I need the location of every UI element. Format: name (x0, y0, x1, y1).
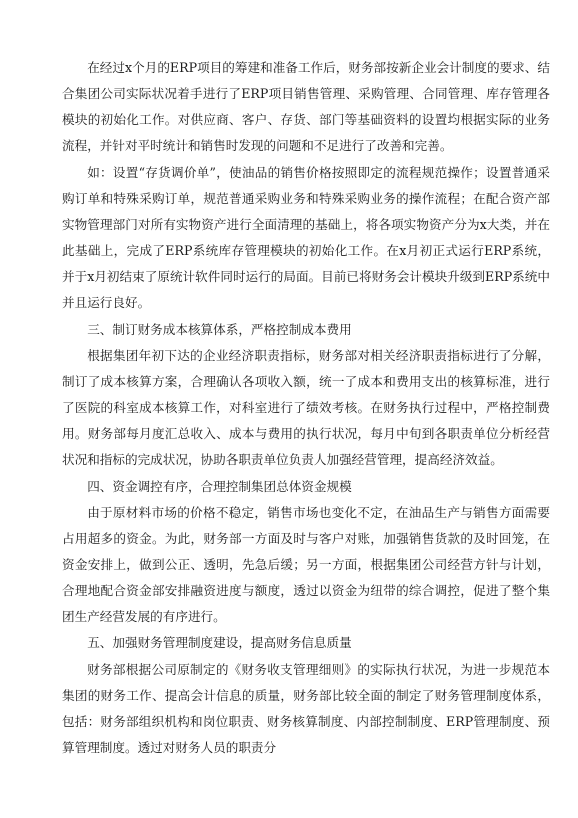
para-cost-accounting: 根据集团年初下达的企业经济职责指标，财务部对相关经济职责指标进行了分解，制订了成本核算方案，合理确认各项收入额，统一了成本和费用支出的核算标准，进行了医院的科室成本核算工作，对科室进行了绩效考核。在财务执行过程中，严格控制费用。财务部每月度汇总收入、成本与费用的执行状况，每月中旬到各职责单位分析经营状况和指标的完成状况，协助各职责单位负责人加强经营管理，提高经济效益。 (62, 347, 550, 468)
heading-management-system: 五、加强财务管理制度建设，提高财务信息质量 (87, 635, 352, 651)
document-body (62, 55, 550, 761)
para-erp-implementation: 在经过x个月的ERP项目的筹建和准备工作后，财务部按新企业会计制度的要求、结合集团公司实际状况着手进行了ERP项目销售管理、采购管理、合同管理、库存管理各模块的初始化工作。对供应商、客户、存货、部门等基础资料的设置均根据实际的业务流程，并针对平时统计和销售时发现的问题和不足进行了改善和完善。 (62, 60, 550, 154)
para-erp-examples: 如：设置“存货调价单”，使油品的销售价格按照即定的流程规范操作；设置普通采购订单和特殊采购订单，规范普通采购业务和特殊采购业务的操作流程；在配合资产部实物管理部门对所有实物资产进行全面清理的基础上，将各项实物资产分为x大类，并在此基础上，完成了ERP系统库存管理模块的初始化工作。在x月初正式运行ERP系统，并于x月初结束了原统计软件同时运行的局面。目前已将财务会计模块升级到ERP系统中并且运行良好。 (62, 164, 550, 311)
para-management-system: 财务部根据公司原制定的《财务收支管理细则》的实际执行状况，为进一步规范本集团的财务工作、提高会计信息的质量，财务部比较全面的制定了财务管理制度体系，包括：财务部组织机构和岗位职责、财务核算制度、内部控制制度、ERP管理制度、预算管理制度。透过对财务人员的职责分 (62, 661, 550, 756)
heading-cost-accounting: 三、制订财务成本核算体系，严格控制成本费用 (87, 321, 352, 337)
heading-fund-control: 四、资金调控有序，合理控制集团总体资金规模 (87, 478, 352, 494)
para-fund-control: 由于原材料市场的价格不稳定，销售市场也变化不定，在油品生产与销售方面需要占用超多的资金。为此，财务部一方面及时与客户对账，加强销售货款的及时回笼，在资金安排上，做到公正、透明，先急后缓；另一方面，根据集团公司经营方针与计划，合理地配合资金部安排融资进度与额度，透过以资金为纽带的综合调控，促进了整个集团生产经营发展的有序进行。 (62, 504, 550, 625)
